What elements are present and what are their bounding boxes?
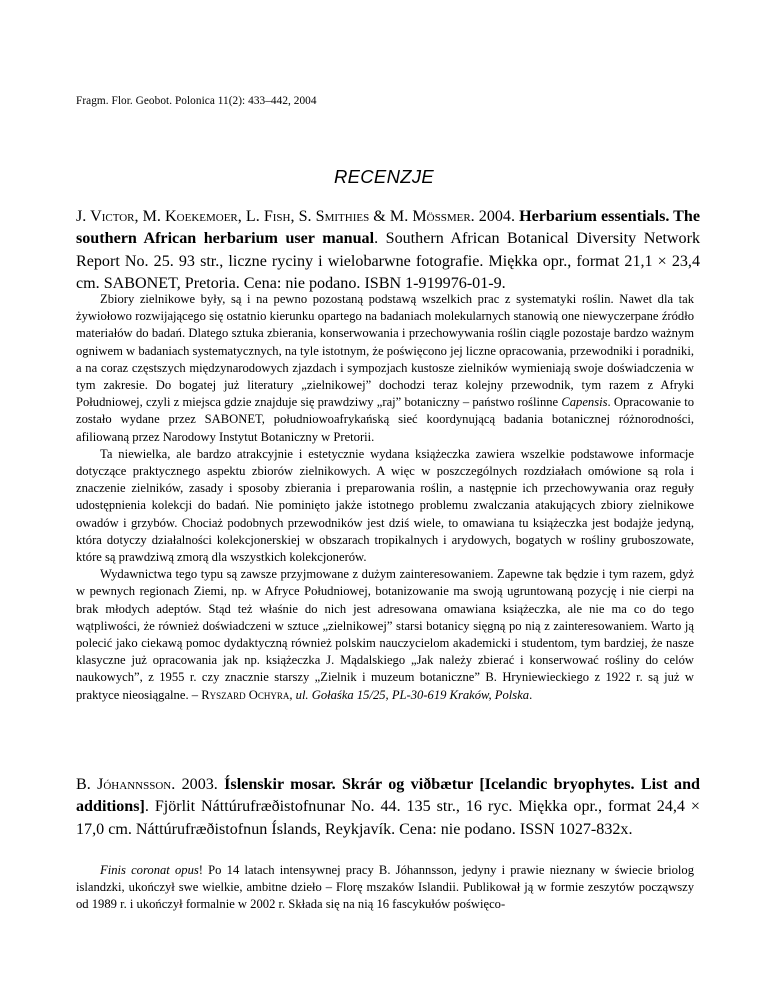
review1-p3-text: Wydawnictwa tego typu są zawsze przyjmowane z dużym zainteresowaniem. Zapewne tak będzie i tym razem, gdyż w pewnych regionach Ziemi, np. w Afryce Południowej, botanizowanie ma swoją ugruntowaną pozycję i nie cierpi na brak młodych adeptów. Stąd też właśnie do nich jest adresowana omawiana książeczka, ale nie ma co do tego wątpliwości, że również doświadczeni w sztuce „zielnikowej” starsi botanicy sięgną po nią z zainteresowaniem. Warto ją polecić jako ciekawą pomoc dydaktyczną również polskim nauczycielom akademicki i studentom, tym bardziej, że nasze klasyczne już opracowania jak np. książeczka J. Mądalskiego „Jak należy zbierać i konserwować rośliny do celów naukowych”, z 1955 r. czy znacznie starszy „Zielnik i muzeum botaniczne” B. Hryniewieckiego z 1922 r. są już w praktyce nieosiągalne. –: [76, 567, 694, 702]
review2-p1-text: ! Po 14 latach intensywnej pracy B. Jóhannsson, jedyny i prawie nieznany w świecie briolog islandzki, ukończył swe wielkie, ambitne dzieło – Florę mszaków Islandii. Publikował ją w formie zeszytów począwszy od 1989 r. i ukończył formalnie w 2002 r. Składa się na nią 16 fascykułów poświęco-: [76, 863, 694, 912]
review1-paragraph-3: [76, 566, 694, 704]
review2-details: . Fjörlit Náttúrufræðistofnunar No. 44. 135 str., 16 ryc. Miękka opr., format 24,4 × 17,0 cm. Náttúrufræðistofnun Íslands, Reykjavík. Cena: nie podano. ISSN 1027-832x.: [76, 798, 700, 838]
review1-p1-text-a: Zbiory zielnikowe były, są i na pewno pozostaną podstawą wszelkich prac z systematyki roślin. Nawet dla tak żywiołowo rozwijającego się ostatnio kierunku opartego na badaniach molekularnych stanowią one niewyczerpane źródło materiałów do badań. Dlatego sztuka zbierania, konserwowania i przechowywania roślin ciągle pozostaje bardzo ważnym ogniwem w badaniach systematycznych, na tyle istotnym, że poświęcono jej liczne opracowania, przewodniki i poradniki, a na coraz częstszych międzynarodowych zjazdach i sympozjach kustosze zielników wymieniają swoje doświadczenia w tym zakresie. Do bogatej już literatury „zielnikowej” dochodzi teraz kolejny przewodnik, tym razem z Afryki Południowej, czyli z miejsca gdzie znajduje się prawdziwy „raj” botaniczny – państwo roślinne: [76, 292, 694, 410]
review2-year: 2003.: [181, 776, 218, 793]
review1-paragraph-2: Ta niewielka, ale bardzo atrakcyjnie i estetycznie wydana książeczka zawiera wszelkie podstawowe informacje dotyczące praktycznego aspektu zbiorów zielnikowych. A więc w poszczególnych rozdziałach omówione są rola i znaczenie zielników, zasady i sposoby zbierania i preparowania roślin, a następnie ich przechowywania oraz reguły udostępnienia kolekcji do badań. Nie pominięto jakże istotnego problemu zwalczania atakujących zbiory zielnikowe owadów i grzybów. Chociaż podobnych przewodników jest dziś wiele, to omawiana tu książeczka jest bodajże jedyną, która dotyczy działalności kolekcjonerskiej w obszarach tropikalnych i arydowych, bogatych w rośliny gruboszowate, które są prawdziwą zmorą dla wszystkich kolekcjonerów.: [76, 446, 694, 565]
section-title: RECENZJE: [333, 166, 435, 187]
journal-header: Fragm. Flor. Geobot. Polonica 11(2): 433–442, 2004: [76, 95, 317, 107]
review2-citation: [76, 774, 700, 841]
review1-p1-text-b: . Opracowanie to zostało wydane przez SABONET, południowoafrykańską sieć koordynującą badania botanicznej różnorodności, afiliowaną przez Narodowy Instytut Botaniczny w Pretorii.: [76, 395, 695, 444]
review2-p1-italic: Finis coronat opus: [100, 863, 199, 877]
review1-p1-italic: Capensis: [561, 395, 608, 410]
review1-authors: J. Victor, M. Koekemoer, L. Fish, S. Smithies & M. Mössmer.: [76, 208, 475, 225]
review2-paragraph-1: [76, 862, 694, 914]
review1-title: Herbarium essentials. The southern African herbarium user manual: [76, 208, 700, 248]
review1-paragraph-1: [76, 291, 694, 446]
review1-signature-end: .: [529, 687, 533, 702]
review1-details: . Southern African Botanical Diversity Network Report No. 25. 93 str., liczne ryciny i wielobarwne fotografie. Miękka opr., format 21,1 × 23,4 cm. SABONET, Pretoria. Cena: nie podano. ISBN 1-919976-01-9.: [76, 230, 701, 293]
review2-title: Íslenskir mosar. Skrár og viðbætur [Icelandic bryophytes. List and additions]: [76, 776, 701, 816]
review1-year: 2004.: [478, 208, 515, 225]
review2-body: [76, 862, 694, 914]
review1-body: [76, 291, 694, 704]
review1-citation: [76, 206, 700, 296]
review1-signature-address: , ul. Gołaśka 15/25, PL-30-619 Kraków, Polska: [289, 687, 530, 702]
review1-signature-name: Ryszard Ochyra: [201, 687, 290, 702]
review2-authors: B. Jóhannsson.: [76, 776, 176, 793]
